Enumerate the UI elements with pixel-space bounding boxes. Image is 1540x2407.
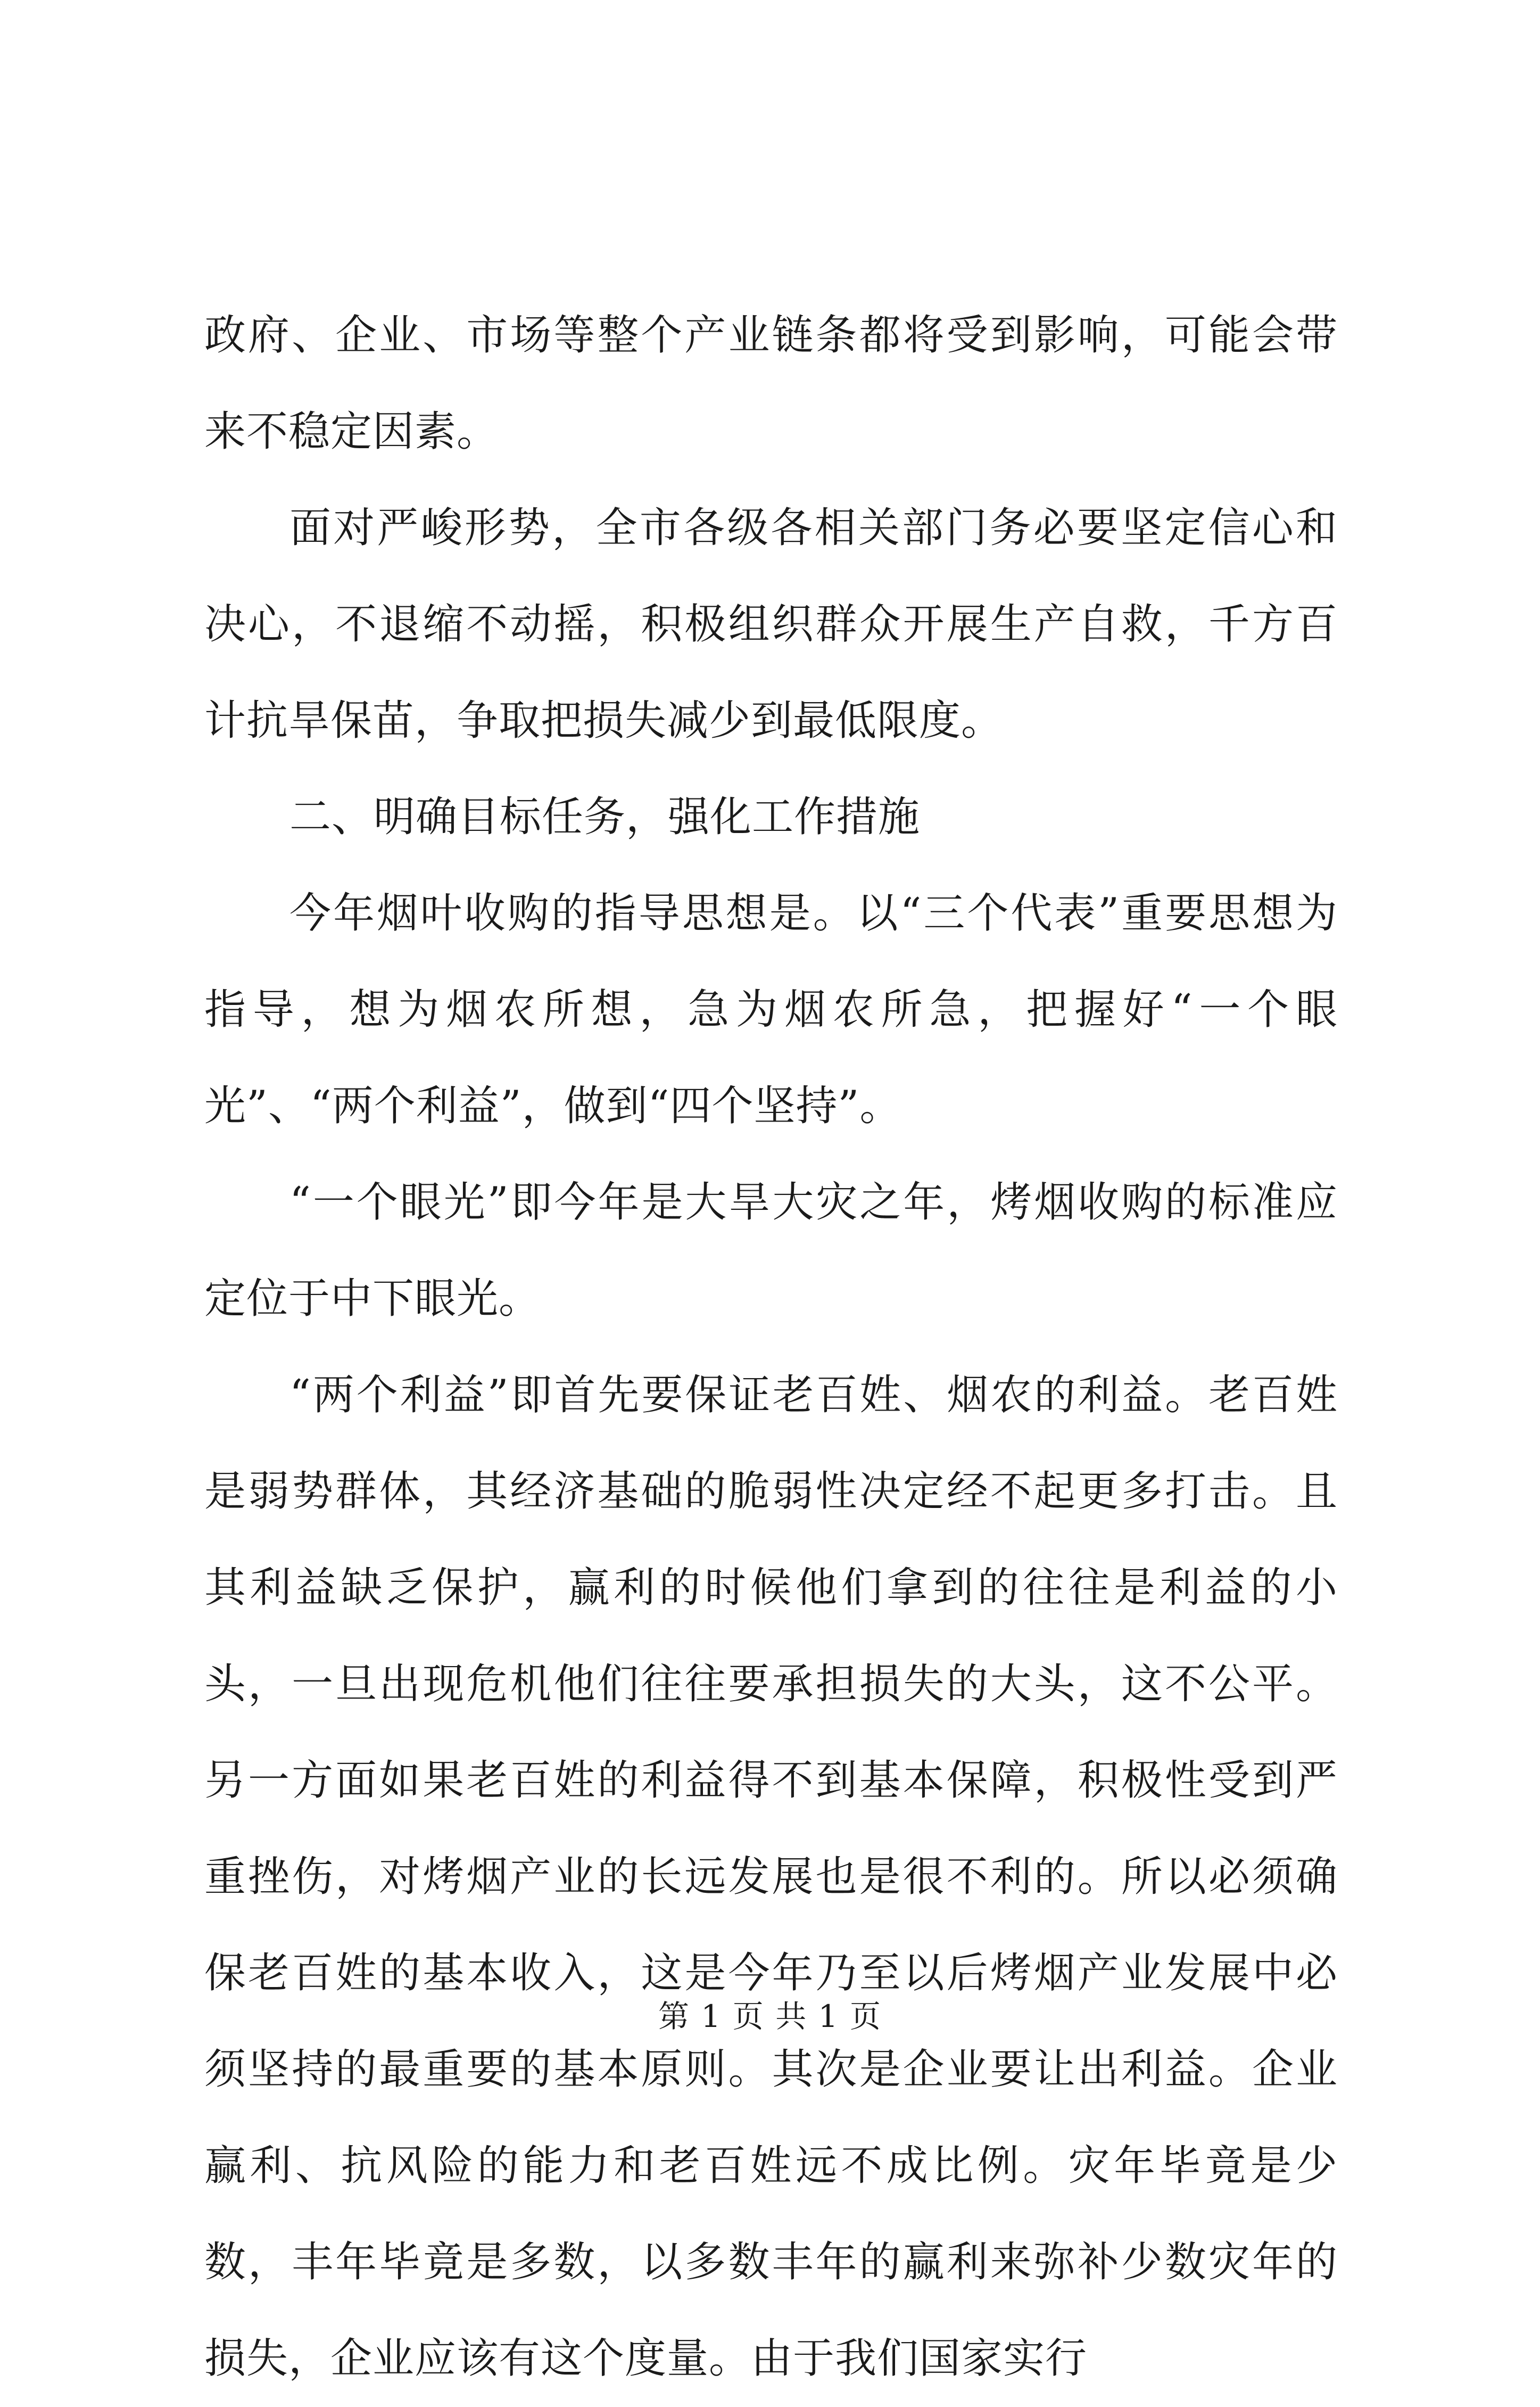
- paragraph-2: 面对严峻形势，全市各级各相关部门务必要坚定信心和决心，不退缩不动摇，积极组织群众开展生产自救，千方百计抗旱保苗，争取把损失减少到最低限度。: [204, 504, 1338, 745]
- paragraph-5: “两个利益”即首先要保证老百姓、烟农的利益。老百姓是弱势群体，其经济基础的脆弱性决定经不起更多打击。且其利益缺乏保护，赢利的时候他们拿到的往往是利益的小头，一旦出现危机他们往往要承担损失的大头，这不公平。另一方面如果老百姓的利益得不到基本保障，积极性受到严重挫伤，对烤烟产业的长远发展也是很不利的。所以必须确保老百姓的基本收入，这是今年乃至以后烤烟产业发展中必须坚持的最重要的基本原则。其次是企业要让出利益。企业赢利、抗风险的能力和老百姓远不成比例。灾年毕竟是少数，丰年毕竟是多数，以多数丰年的赢利来弥补少数灾年的损失，企业应该有这个度量。由于我们国家实行: [204, 1371, 1338, 2383]
- page-footer: 第 1 页 共 1 页: [658, 1998, 882, 2034]
- paragraph-1: 政府、企业、市场等整个产业链条都将受到影响，可能会带来不稳定因素。: [204, 311, 1338, 456]
- paragraph-3: 今年烟叶收购的指导思想是。以“三个代表”重要思想为指导，想为烟农所想，急为烟农所急，把握好“一个眼光”、“两个利益”，做到“四个坚持”。: [204, 889, 1338, 1130]
- document-body: [204, 287, 1338, 2407]
- section-heading: 二、明确目标任务，强化工作措施: [289, 793, 921, 841]
- paragraph-4: “一个眼光”即今年是大旱大灾之年，烤烟收购的标准应定位于中下眼光。: [204, 1178, 1338, 1323]
